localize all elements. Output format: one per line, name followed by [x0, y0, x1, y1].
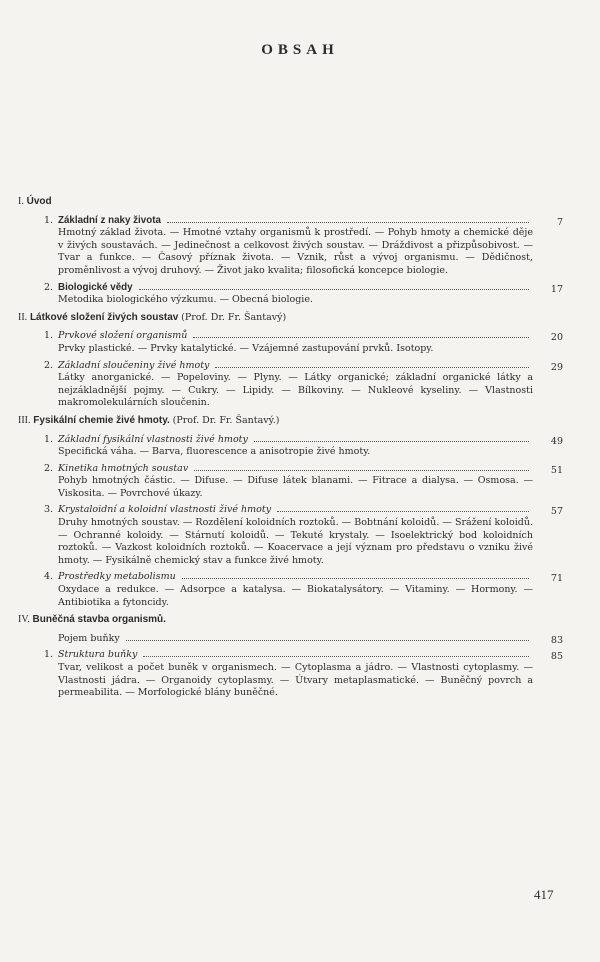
toc-section: [18, 614, 563, 700]
entry-page-number: 20: [550, 332, 563, 344]
section-heading: [18, 312, 563, 325]
entry-heading: [44, 649, 533, 662]
entry-number: 2.: [44, 281, 54, 293]
entry-page-number: 71: [550, 573, 563, 585]
dot-leader: [143, 656, 529, 657]
toc-entry: [44, 282, 563, 307]
entry-title: Kinetika hmotných soustav: [58, 462, 189, 474]
entry-description: Hmotný základ života. — Hmotné vztahy organismů k prostředí. — Pohyb hmoty a chemické děje v živých soustavách. — Jedinečnost a celkovost živých soustav. — Dráždivost a přizpůsobivost. — Tvar a funkce. — Časový příznak života. — Vznik, růst a vývoj organismu. — Dědičnost, proměnlivost a vývoj druhový. — Život jako kvalita; filosofická koncepce biologie.: [58, 227, 533, 276]
section-heading: [18, 415, 563, 428]
entry-page-number: 57: [550, 506, 563, 518]
entry-heading: [44, 504, 533, 517]
entry-title: Prostředky metabolismu: [58, 571, 176, 583]
section-title: Buněčná stavba organismů.: [32, 614, 166, 626]
toc-entry: [44, 215, 563, 278]
dot-leader: [126, 640, 529, 641]
entry-number: 1.: [44, 330, 54, 342]
entry-page-number: 17: [550, 283, 563, 295]
entry-description: Druhy hmotných soustav. — Rozdělení koloidních roztoků. — Bobtnání koloidů. — Srážení koloidů. — Ochranné koloidy. — Stárnutí koloidů. — Tekuté krystaly. — Isoelektrický bod koloidních roztoků. — Vazkost koloidních roztoků. — Koacervace a její význam pro představu o vzniku živé hmoty. — Fysikálně chemický stav a funkce živé hmoty.: [58, 517, 533, 566]
toc-entry: [44, 504, 563, 567]
entry-title: Struktura buňky: [58, 649, 138, 661]
toc-section: [18, 196, 563, 307]
entry-title: Biologické vědy: [58, 281, 133, 293]
entry-page-number: 85: [550, 651, 563, 663]
section-author: (Prof. Dr. Fr. Šantavý.): [172, 414, 280, 426]
dot-leader: [182, 578, 529, 579]
table-of-contents: [18, 196, 563, 705]
entry-number: 1.: [44, 433, 54, 445]
section-heading: [18, 614, 563, 627]
entry-heading: [44, 330, 533, 343]
section-title: Fysikální chemie živé hmoty.: [33, 414, 170, 426]
entry-number: 3.: [44, 504, 54, 516]
toc-entry: [44, 633, 563, 646]
entry-page-number: 83: [550, 634, 563, 646]
dot-leader: [167, 222, 529, 223]
entry-page-number: 29: [550, 361, 563, 373]
entry-page-number: 51: [550, 464, 563, 476]
section-number: I.: [18, 196, 24, 207]
entry-title: Pojem buňky: [58, 632, 120, 644]
dot-leader: [277, 511, 529, 512]
entry-number: 4.: [44, 571, 54, 583]
entry-title: Základní fysikální vlastnosti živé hmoty: [58, 433, 248, 445]
section-number: IV.: [18, 614, 30, 626]
entry-page-number: 49: [550, 435, 563, 447]
section-number: III.: [18, 414, 31, 426]
entry-title: Prvkové složení organismů: [58, 330, 188, 342]
toc-entry: [44, 434, 563, 459]
section-author: (Prof. Dr. Fr. Šantavý): [181, 311, 287, 323]
page-title: OBSAH: [261, 42, 339, 58]
dot-leader: [194, 470, 529, 471]
entry-heading: [44, 571, 533, 584]
dot-leader: [139, 289, 529, 290]
section-title: Látkové složení živých soustav: [29, 311, 179, 323]
entry-title: Krystaloidní a koloidní vlastnosti živé hmoty: [58, 504, 272, 516]
section-title: Úvod: [26, 196, 52, 207]
entry-number: 2.: [44, 462, 54, 474]
entry-title: Základní sloučeniny živé hmoty: [58, 359, 210, 371]
page-number: 417: [534, 887, 554, 902]
dot-leader: [254, 441, 529, 442]
entry-heading: [44, 282, 533, 295]
toc-entry: [44, 360, 563, 410]
entry-title: Základní z naky života: [58, 214, 161, 226]
entry-heading: [44, 633, 533, 646]
entry-description: Metodika biologického výzkumu. — Obecná biologie.: [58, 294, 313, 306]
entry-description: Specifická váha. — Barva, fluorescence a anisotropie živé hmoty.: [58, 446, 371, 458]
entry-description: Oxydace a redukce. — Adsorpce a katalysa. — Biokatalysátory. — Vitaminy. — Hormony. — Antibiotika a fytoncidy.: [58, 584, 533, 608]
entry-heading: [44, 215, 533, 228]
dot-leader: [215, 367, 529, 368]
section-heading: [18, 196, 563, 209]
entry-number: 1.: [44, 214, 54, 226]
entry-number: 1.: [44, 649, 54, 661]
entry-heading: [44, 360, 533, 373]
toc-section: [18, 415, 563, 609]
entry-description: Tvar, velikost a počet buněk v organismech. — Cytoplasma a jádro. — Vlastnosti cytoplasmy. — Vlastnosti jádra. — Organoidy cytoplasmy. — Útvary metaplasmatické. — Buněčný povrch a permeabilita. — Morfologické blány buněčné.: [58, 662, 533, 699]
section-number: II.: [18, 311, 28, 323]
toc-entry: [44, 649, 563, 699]
toc-section: [18, 312, 563, 410]
dot-leader: [193, 337, 529, 338]
toc-entry: [44, 571, 563, 609]
entry-description: Látky anorganické. — Popeloviny. — Plyny. — Látky organické; základní organické látky a nejzákladnější pojmy. — Cukry. — Lipidy. — Bílkoviny. — Nukleové kyseliny. — Vlastnosti makromolekulárních sloučenin.: [58, 372, 533, 409]
entry-number: 2.: [44, 359, 54, 371]
toc-entry: [44, 330, 563, 355]
toc-entry: [44, 463, 563, 501]
entry-page-number: 7: [556, 216, 563, 228]
entry-description: Prvky plastické. — Prvky katalytické. — Vzájemné zastupování prvků. Isotopy.: [58, 342, 434, 354]
entry-heading: [44, 463, 533, 476]
entry-description: Pohyb hmotných částic. — Difuse. — Difuse látek blanami. — Fitrace a dialysa. — Osmosa. — Viskosita. — Povrchové úkazy.: [58, 475, 533, 499]
entry-heading: [44, 434, 533, 447]
